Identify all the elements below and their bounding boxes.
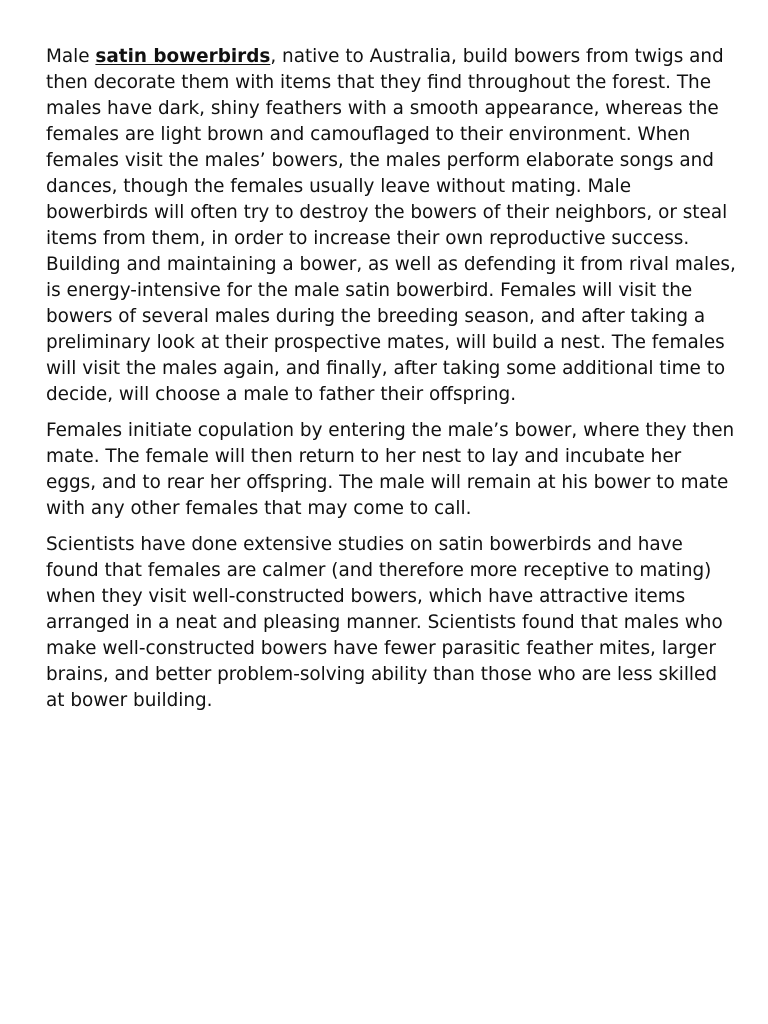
- document-page: [46, 44, 736, 724]
- paragraph-intro: [46, 44, 736, 408]
- paragraph-intro-body: , native to Australia, build bowers from twigs and then decorate them with items that they find throughout the forest. The males have dark, shiny feathers with a smooth appearance, whereas the females are light brown and camouflaged to their environment. When females visit the males’ bowers, the males perform elaborate songs and dances, though the females usually leave without mating. Male bowerbirds will often try to destroy the bowers of their neighbors, or steal items from them, in order to increase their own reproductive success. Building and maintaining a bower, as well as defending it from rival males, is energy-intensive for the male satin bowerbird. Females will visit the bowers of several males during the breeding season, and after taking a preliminary look at their prospective mates, will build a nest. The females will visit the males again, and finally, after taking some additional time to decide, will choose a male to father their offspring.: [46, 46, 736, 405]
- paragraph-intro-lead: Male: [46, 46, 96, 67]
- paragraph-studies: Scientists have done extensive studies on satin bowerbirds and have found that females are calmer (and therefore more receptive to mating) when they visit well-constructed bowers, which have attractive items arranged in a neat and pleasing manner. Scientists found that males who make well-constructed bowers have fewer parasitic feather mites, larger brains, and better problem-solving ability than those who are less skilled at bower building.: [46, 534, 723, 711]
- paragraph-copulation: Females initiate copulation by entering the male’s bower, where they then mate. The female will then return to her nest to lay and incubate her eggs, and to rear her offspring. The male will remain at his bower to mate with any other females that may come to call.: [46, 420, 735, 519]
- key-term-satin-bowerbirds: satin bowerbirds: [95, 46, 271, 67]
